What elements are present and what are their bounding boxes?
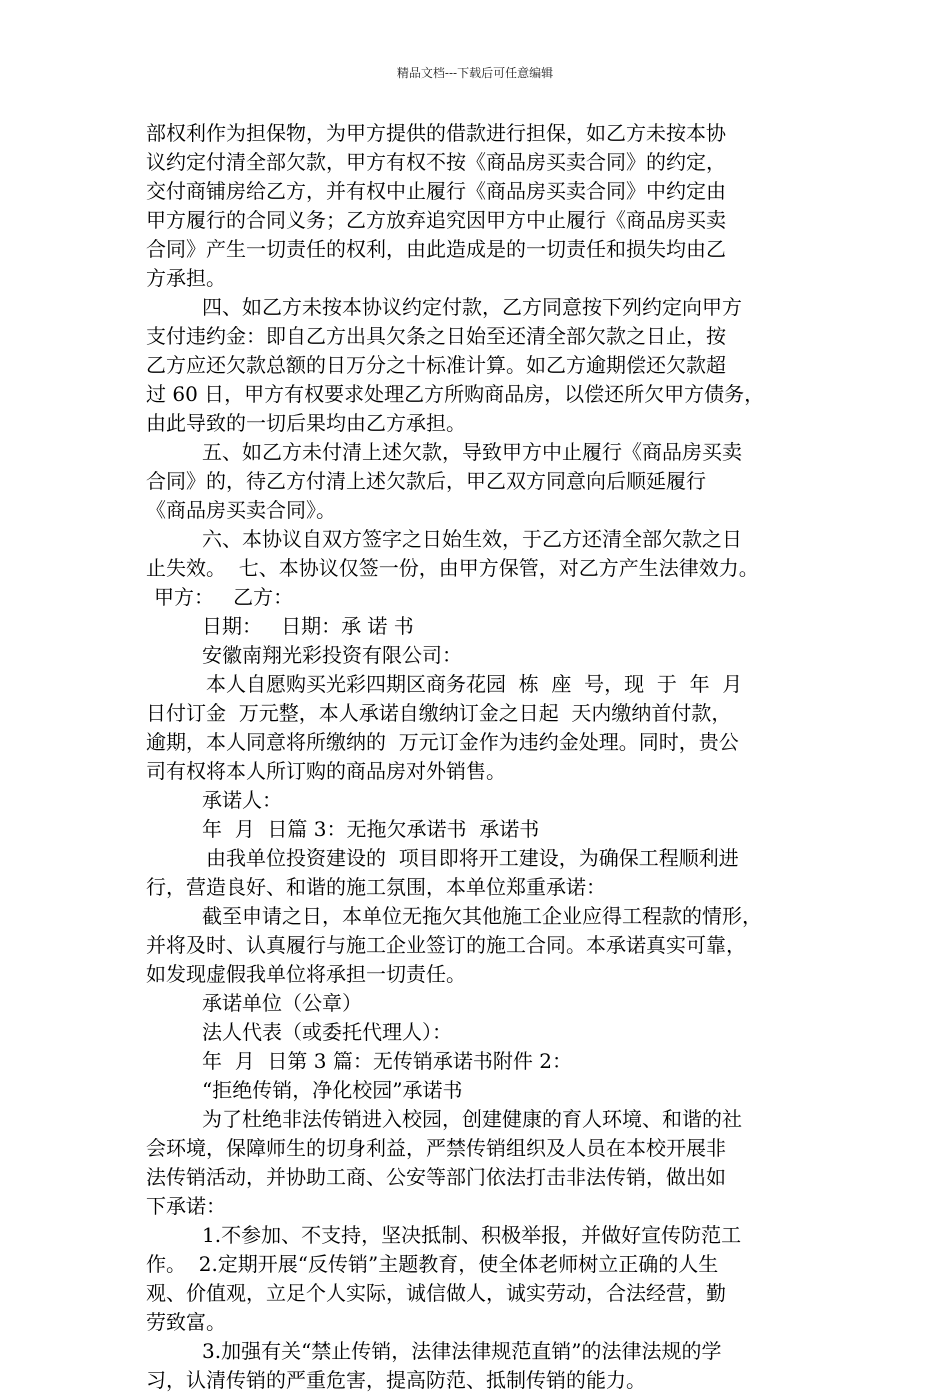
section-title-3: 年 月 日篇 3：无拖欠承诺书 承诺书 [202,817,540,841]
paragraph-intro: 为了杜绝非法传销进入校园，创建健康的育人环境、和谐的社 [202,1107,742,1131]
signature-dates: 日期： 日期：承 诺 书 [202,614,414,638]
text-line: 法传销活动，并协助工商、公安等部门依法打击非法传销，做出如 [146,1165,726,1189]
item-3: 3.加强有关“禁止传销，法律法律规范直销”的法律法规的学 [202,1339,722,1363]
paragraph-pledge: 本人自愿购买光彩四期区商务花园 栋 座 号，现 于 年 月 [206,672,743,696]
text-line: 议约定付清全部欠款，甲方有权不按《商品房买卖合同》的约定， [146,150,726,174]
text-line: 乙方应还欠款总额的日万分之十标准计算。如乙方逾期偿还欠款超 [146,353,726,377]
text-line: 合同》产生一切责任的权利，由此造成是的一切责任和损失均由乙 [146,237,726,261]
paragraph-clause-4: 四、如乙方未按本协议约定付款，乙方同意按下列约定向甲方 [202,295,742,319]
section-title-3b: 年 月 日第 3 篇：无传销承诺书附件 2： [202,1049,572,1073]
text-line: 过 60 日，甲方有权要求处理乙方所购商品房，以偿还所欠甲方债务， [146,382,765,406]
item-1: 1.不参加、不支持，坚决抵制、积极举报，并做好宣传防范工 [202,1223,742,1247]
text-line: 习，认清传销的严重危害，提高防范、抵制传销的能力。 [146,1368,646,1392]
unit-seal-label: 承诺单位（公章） [202,991,362,1015]
text-line: 《商品房买卖合同》。 [146,498,336,522]
page-header: 精品文档---下载后可任意编辑 [396,66,554,80]
addressee-company: 安徽南翔光彩投资有限公司： [202,643,462,667]
text-line: 行，营造良好、和谐的施工氛围，本单位郑重承诺： [146,875,606,899]
text-line: 下承诺： [146,1194,226,1218]
text-line: 观、价值观，立足个人实际，诚信做人，诚实劳动，合法经营，勤 [146,1281,726,1305]
text-line: 交付商铺房给乙方，并有权中止履行《商品房买卖合同》中约定由 [146,179,726,203]
paragraph-clause-6: 六、本协议自双方签字之日始生效，于乙方还清全部欠款之日 [202,527,742,551]
text-line: 逾期，本人同意将所缴纳的 万元订金作为违约金处理。同时，贵公 [146,730,739,754]
text-line: 支付违约金：即自乙方出具欠条之日始至还清全部欠款之日止，按 [146,324,726,348]
text-line: 由此导致的一切后果均由乙方承担。 [146,411,466,435]
text-line: 止失效。 七、本协议仅签一份，由甲方保管，对乙方产生法律效力。 [146,556,759,580]
text-line: 司有权将本人所订购的商品房对外销售。 [146,759,506,783]
text-line: 合同》的，待乙方付清上述欠款后，甲乙双方同意向后顺延履行 [146,469,706,493]
paragraph-unit: 由我单位投资建设的 项目即将开工建设，为确保工程顺利进 [206,846,739,870]
pledge-title: “拒绝传销，净化校园”承诺书 [202,1078,463,1102]
text-line: 如发现虚假我单位将承担一切责任。 [146,962,466,986]
text-line: 作。 2.定期开展“反传销”主题教育，使全体老师树立正确的人生 [146,1252,719,1276]
text-line: 甲方履行的合同义务；乙方放弃追究因甲方中止履行《商品房买卖 [146,208,726,232]
text-line: 日付订金 万元整，本人承诺自缴纳订金之日起 天内缴纳首付款， [146,701,732,725]
text-line: 并将及时、认真履行与施工企业签订的施工合同。本承诺真实可靠， [146,933,746,957]
document-body [146,119,811,1395]
paragraph-clause-5: 五、如乙方未付清上述欠款，导致甲方中止履行《商品房买卖 [202,440,742,464]
text-line: 方承担。 [146,266,226,290]
signature-parties: 甲方： 乙方： [154,585,294,609]
legal-representative-label: 法人代表（或委托代理人）： [202,1020,452,1044]
pledger-label: 承诺人： [202,788,282,812]
paragraph-statement: 截至申请之日，本单位无拖欠其他施工企业应得工程款的情形， [202,904,762,928]
text-line: 部权利作为担保物，为甲方提供的借款进行担保，如乙方未按本协 [146,121,726,145]
text-line: 劳致富。 [146,1310,226,1334]
text-line: 会环境，保障师生的切身利益，严禁传销组织及人员在本校开展非 [146,1136,726,1160]
